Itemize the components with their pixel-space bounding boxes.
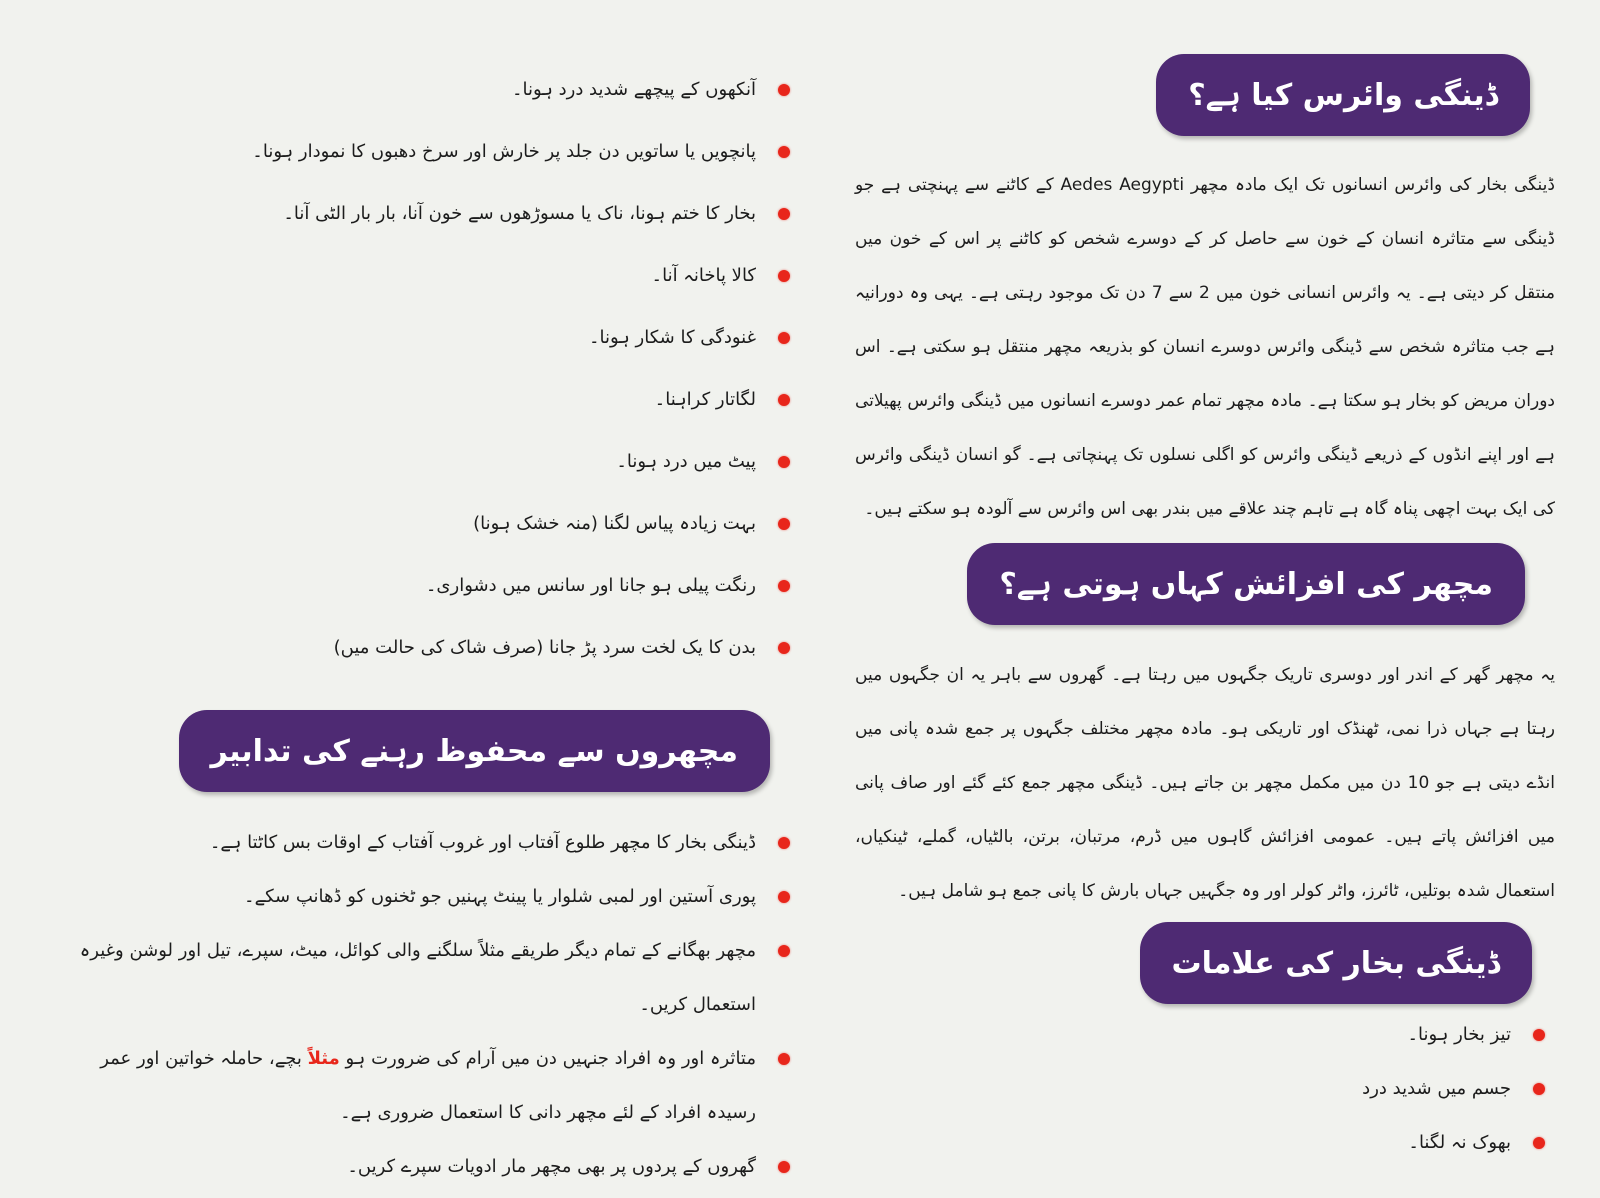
early-symptoms-list xyxy=(1145,1008,1545,1170)
list-item: کالا پاخانہ آنا۔ xyxy=(50,245,790,307)
bullet-icon xyxy=(1533,1029,1545,1041)
heading-what-is-dengue: ڈینگی وائرس کیا ہے؟ xyxy=(1156,54,1530,136)
bullet-icon xyxy=(778,456,790,468)
list-item: گھروں کے پردوں پر بھی مچھر مار ادویات سپرے کریں۔ xyxy=(70,1140,790,1194)
bullet-icon xyxy=(778,332,790,344)
bullet-icon xyxy=(1533,1083,1545,1095)
list-item: پوری آستین اور لمبی شلوار یا پینٹ پہنیں جو ٹخنوں کو ڈھانپ سکے۔ xyxy=(70,870,790,924)
bullet-icon xyxy=(778,580,790,592)
list-item: بھوک نہ لگنا۔ xyxy=(1145,1116,1545,1170)
list-item: ڈینگی بخار کا مچھر طلوع آفتاب اور غروب آفتاب کے اوقات بس کاٹتا ہے۔ xyxy=(70,816,790,870)
bullet-icon xyxy=(778,837,790,849)
list-item: بدن کا یک لخت سرد پڑ جانا (صرف شاک کی حالت میں) xyxy=(50,617,790,679)
bullet-icon xyxy=(778,394,790,406)
prevention-list xyxy=(70,816,790,1194)
list-item: متاثرہ اور وہ افراد جنہیں دن میں آرام کی ضرورت ہو مثلاً بچے، حاملہ خواتین اور عمر رسیدہ افراد کے لئے مچھر دانی کا استعمال ضروری ہے۔ xyxy=(70,1032,790,1140)
bullet-icon xyxy=(778,1053,790,1065)
heading-mosquito-breeding: مچھر کی افزائش کہاں ہوتی ہے؟ xyxy=(967,543,1525,625)
list-item: مچھر بھگانے کے تمام دیگر طریقے مثلاً سلگنے والی کوائل، میٹ، سپرے، تیل اور لوشن وغیرہ استعمال کریں۔ xyxy=(70,924,790,1032)
bullet-icon xyxy=(778,891,790,903)
heading-prevention: مچھروں سے محفوظ رہنے کی تدابیر xyxy=(179,710,771,792)
highlight-word: مثلاً xyxy=(307,1048,340,1069)
bullet-icon xyxy=(778,518,790,530)
list-item: رنگت پیلی ہو جانا اور سانس میں دشواری۔ xyxy=(50,555,790,617)
mosquito-breeding-paragraph: یہ مچھر گھر کے اندر اور دوسری تاریک جگہوں میں رہتا ہے۔ گھروں سے باہر یہ ان جگہوں میں رہتا ہے جہاں ذرا نمی، ٹھنڈک اور تاریکی ہو۔ مادہ مچھر مختلف جگہوں پر جمع شدہ پانی میں انڈے دیتی ہے جو 10 دن میں مکمل مچھر بن جاتے ہیں۔ ڈینگی مچھر جمع کئے گئے اور صاف پانی میں افزائش پاتے ہیں۔ عمومی افزائش گاہوں میں ڈرم، مرتبان، برتن، بالٹیاں، گملے، ٹینکیاں، استعمال شدہ بوتلیں، ٹائرز، واٹر کولر اور وہ جگہیں جہاں بارش کا پانی جمع ہو شامل ہیں۔ xyxy=(855,665,1555,901)
bullet-icon xyxy=(1533,1137,1545,1149)
list-item: جسم میں شدید درد xyxy=(1145,1062,1545,1116)
list-item: لگاتار کراہنا۔ xyxy=(50,369,790,431)
bullet-icon xyxy=(778,270,790,282)
list-item: غنودگی کا شکار ہونا۔ xyxy=(50,307,790,369)
bullet-icon xyxy=(778,146,790,158)
species-name: Aedes Aegypti xyxy=(1060,175,1185,195)
list-item: بخار کا ختم ہونا، ناک یا مسوڑھوں سے خون آنا، بار بار الٹی آنا۔ xyxy=(50,183,790,245)
list-item: تیز بخار ہونا۔ xyxy=(1145,1008,1545,1062)
bullet-icon xyxy=(778,84,790,96)
what-is-dengue-paragraph: ڈینگی بخار کی وائرس انسانوں تک ایک مادہ مچھر Aedes Aegypti کے کاٹنے سے پہنچتی ہے جو ڈینگی سے متاثرہ انسان کے خون سے حاصل کر کے دوسرے شخص کو کاٹنے پر اس کے خون میں منتقل کر دیتی ہے۔ یہ وائرس انسانی خون میں 2 سے 7 دن تک موجود رہتی ہے۔ یہی وہ دورانیہ ہے جب متاثرہ شخص سے ڈینگی وائرس دوسرے انسان کو بذریعہ مچھر منتقل ہو سکتی ہے۔ اس دوران مریض کو بخار ہو سکتا ہے۔ مادہ مچھر تمام عمر دوسرے انسانوں میں ڈینگی وائرس پھیلاتی ہے اور اپنے انڈوں کے ذریعے ڈینگی وائرس کو اگلی نسلوں تک پہنچاتی ہے۔ گو انسان ڈینگی وائرس کی ایک بہت اچھی پناہ گاہ ہے تاہم چند علاقے میں بندر بھی اس وائرس سے آلودہ ہو سکتے ہیں۔ xyxy=(855,175,1556,519)
bullet-icon xyxy=(778,1161,790,1173)
list-item: بہت زیادہ پیاس لگنا (منہ خشک ہونا) xyxy=(50,493,790,555)
list-item: آنکھوں کے پیچھے شدید درد ہونا۔ xyxy=(50,59,790,121)
bullet-icon xyxy=(778,642,790,654)
list-item: پیٹ میں درد ہونا۔ xyxy=(50,431,790,493)
bullet-icon xyxy=(778,208,790,220)
bullet-icon xyxy=(778,945,790,957)
list-item: پانچویں یا ساتویں دن جلد پر خارش اور سرخ دھبوں کا نمودار ہونا۔ xyxy=(50,121,790,183)
heading-dengue-symptoms: ڈینگی بخار کی علامات xyxy=(1140,922,1532,1004)
symptoms-list xyxy=(50,59,790,679)
